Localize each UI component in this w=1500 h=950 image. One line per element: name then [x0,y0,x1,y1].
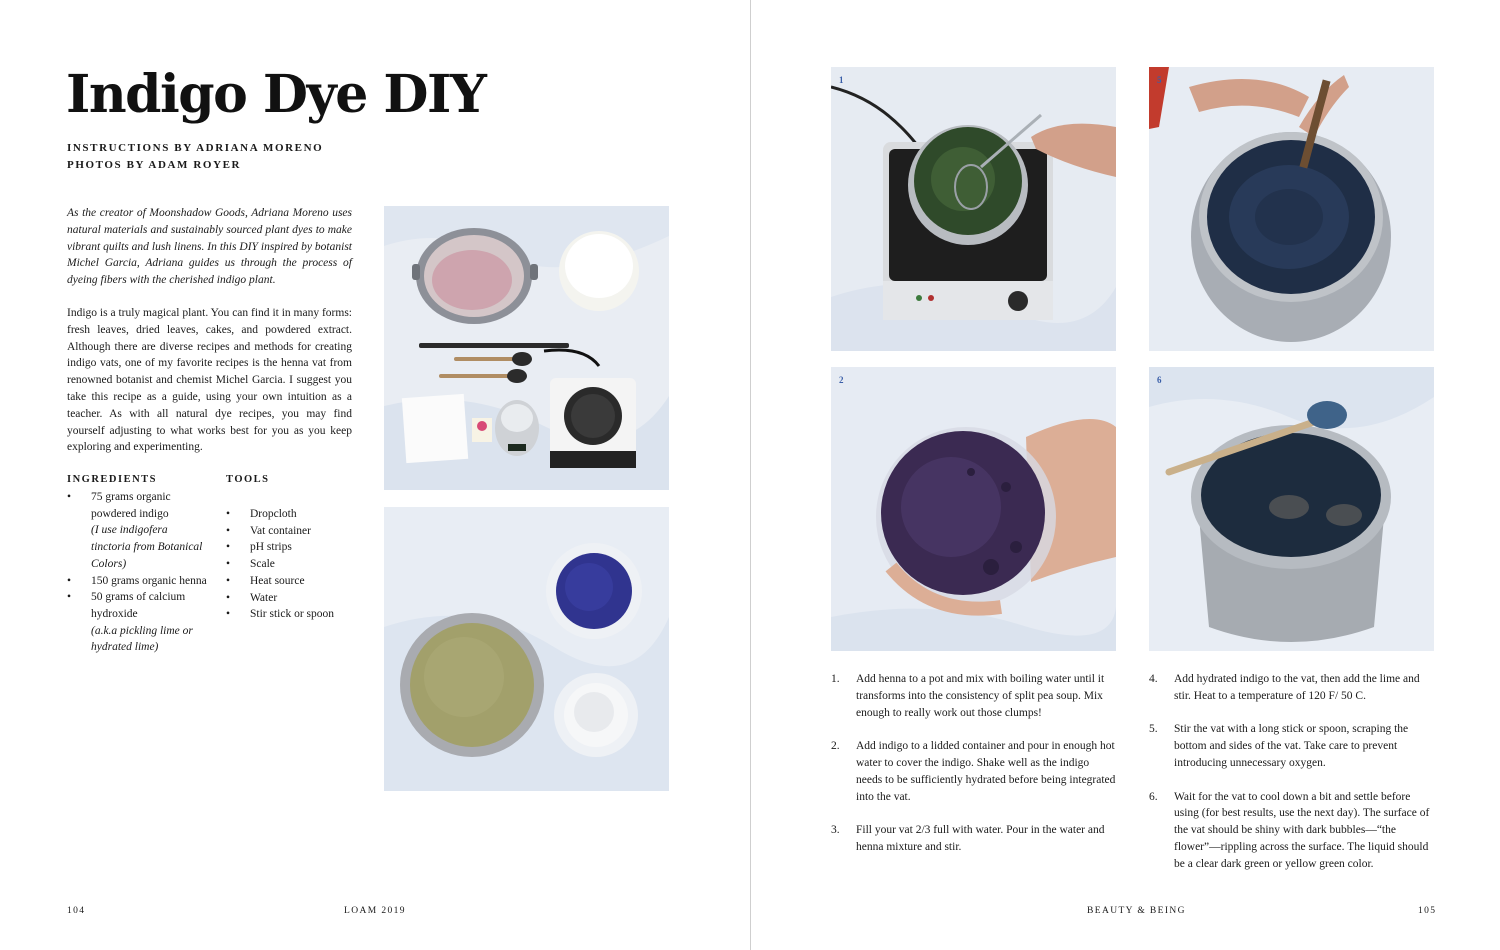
tools-heading: TOOLS [226,474,270,485]
step-text: Add hydrated indigo to the vat, then add the lime and stir. Heat to a temperature of 120 F/ 50 C. [1174,673,1420,702]
step-item [831,671,1116,721]
photo-number: 2 [839,375,844,385]
article-title: Indigo Dye DIY [66,64,486,125]
ingredient-note: (I use indigofera tinctoria from Botanical Colors) [91,524,203,570]
ingredient-item [67,589,207,656]
step-text: Stir the vat with a long stick or spoon, scraping the bottom and sides of the vat. Take care to prevent introducing unnecessary oxygen. [1174,723,1409,769]
tool-item: • Dropcloth [226,506,366,523]
photo-number: 1 [839,75,844,85]
photo-number: 6 [1157,375,1162,385]
step-6-illustration [1149,367,1434,651]
step-5-photo [1149,67,1434,351]
ingredient-item [67,489,207,573]
step-item [1149,721,1434,771]
step-number: 1. [831,673,840,685]
step-text: Fill your vat 2/3 full with water. Pour in the water and henna mixture and stir. [856,824,1105,853]
supplies-photo [384,206,669,490]
left-page-number: 104 [67,906,86,916]
powders-photo [384,507,669,791]
step-item [1149,671,1434,705]
right-page [751,0,1500,950]
ingredients-list [67,489,207,656]
tool-item: • Vat container [226,523,366,540]
step-text: Add indigo to a lidded container and pour in enough hot water to cover the indigo. Shake well as the indigo needs to be sufficiently hydrated before being integrated into the vat. [856,740,1116,803]
step-item [831,822,1116,856]
step-2-photo [831,367,1116,651]
steps-column-1 [831,671,1116,873]
ingredient-note: (a.k.a pickling lime or hydrated lime) [91,624,193,654]
ingredient-text: • 50 grams of calcium hydroxide [91,591,186,620]
step-item [831,738,1116,805]
tool-item: • pH strips [226,539,366,556]
step-number: 5. [1149,723,1158,736]
credit-photos: PHOTOS BY ADAM ROYER [67,159,242,171]
tool-item: • Stir stick or spoon [226,606,366,623]
tool-item: • Water [226,590,366,607]
right-page-number: 105 [1418,906,1437,916]
step-number: 3. [831,824,840,837]
ingredient-text: • 150 grams organic henna [91,574,207,587]
step-number: 4. [1149,673,1158,685]
body-paragraph: Indigo is a truly magical plant. You can find it in many forms: fresh leaves, dried leaves, cakes, and powdered extract. Although there are diverse recipes and methods for creating indigo vats, one of my favorite recipes is the henna vat from renowned botanist and chemist Michel Garcia. I suggest you take this recipe as a guide, using your own intuition as a teacher. As with all natural dye recipes, you may find yourself adjusting to what works best for you as you keep exploring and experimenting. [67,307,352,454]
step-2-illustration [831,367,1116,651]
steps-column-2 [1149,671,1434,889]
section-name: BEAUTY & BEING [1087,906,1186,916]
tool-item: • Heat source [226,573,366,590]
powders-illustration [384,507,669,791]
credits [67,140,323,174]
publication-name: LOAM 2019 [344,906,406,916]
tools-list [226,506,366,623]
step-text: Wait for the vat to cool down a bit and settle before using (for best results, use the next day). The surface of the vat should be shiny with dark bubbles—“the flower”—rippling across the surface. The liquid should be a clear dark green or yellow green color. [1174,790,1430,870]
step-number: 6. [1149,790,1158,803]
step-text: Add henna to a pot and mix with boiling water until it transforms into the consistency of split pea soup. Mix enough to really work out those clumps! [856,673,1105,719]
step-1-photo [831,67,1116,351]
ingredient-text: • 75 grams organic powdered indigo [91,491,171,520]
step-item [1149,789,1434,873]
photo-number: 5 [1157,75,1162,85]
credit-instructions: INSTRUCTIONS BY ADRIANA MORENO [67,142,324,154]
step-5-illustration [1149,67,1434,351]
tool-item: • Scale [226,556,366,573]
step-6-photo [1149,367,1434,651]
step-1-illustration [831,67,1116,351]
ingredient-item [67,573,207,590]
step-number: 2. [831,740,840,753]
supplies-illustration [384,206,669,490]
ingredients-heading: INGREDIENTS [67,474,158,485]
intro-paragraph: As the creator of Moonshadow Goods, Adriana Moreno uses natural materials and sustainably sourced plant dyes to make vibrant quilts and lush linens. In this DIY inspired by botanist Michel Garcia, Adriana guides us through the process of dyeing fibers with the cherished indigo plant. [67,207,352,287]
